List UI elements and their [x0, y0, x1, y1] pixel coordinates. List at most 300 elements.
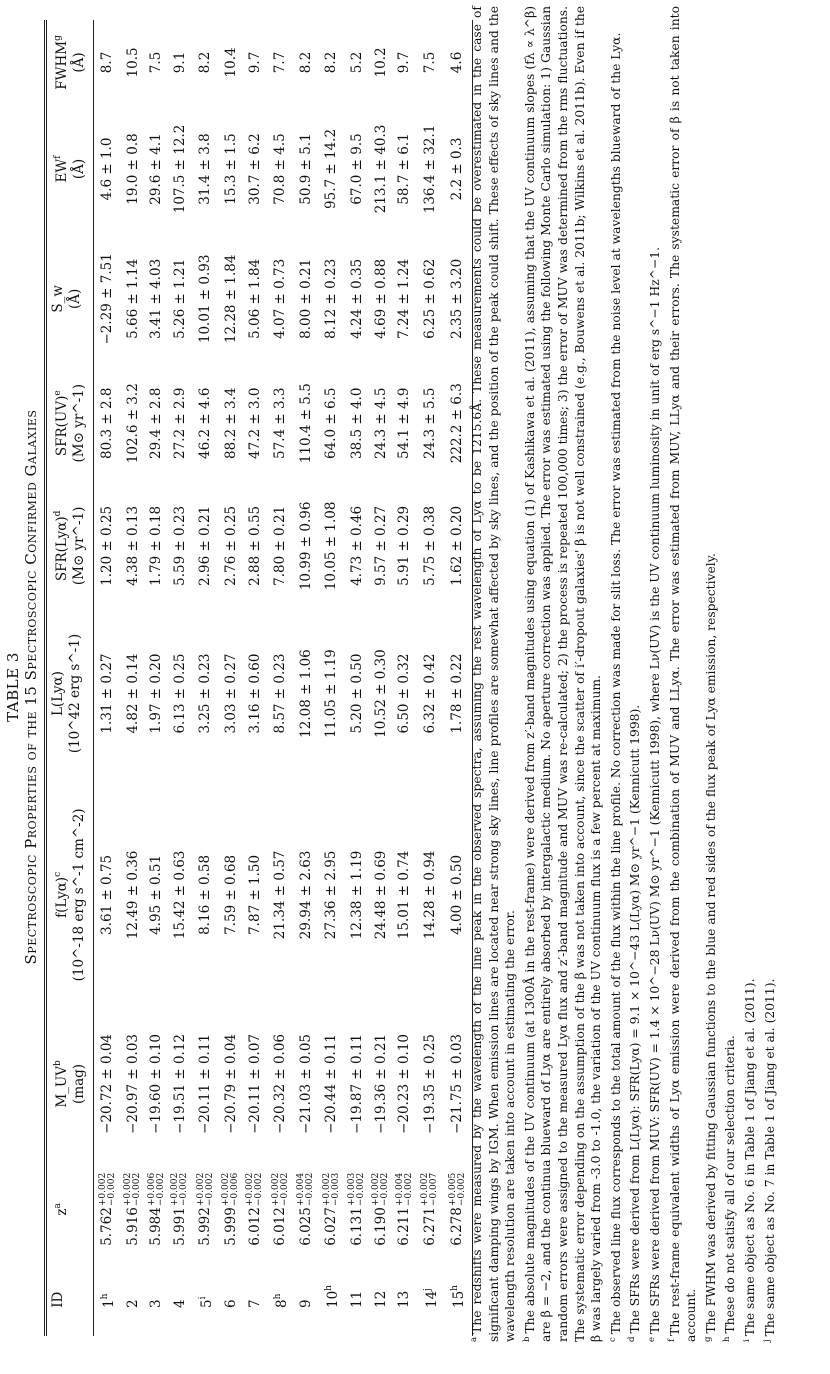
redshift-upper-error: +0.002 — [321, 1172, 332, 1207]
cell-muv: −20.79 ± 0.04 — [222, 1033, 239, 1134]
cell-flya: 7.59 ± 0.68 — [222, 854, 239, 935]
cell-ew: 95.7 ± 14.2 — [323, 128, 340, 209]
redshift-lower-error: −0.006 — [230, 1172, 241, 1207]
footnote-text: The FWHM was derived by fitting Gaussian functions to the blue and red sides of the flux peak of Lyα emission, respectively. — [703, 553, 718, 1334]
cell-llya: 8.57 ± 0.23 — [272, 653, 289, 734]
cell-sw: 5.66 ± 1.14 — [124, 258, 141, 339]
cell-sfr-lya: 5.91 ± 0.29 — [396, 505, 413, 586]
cell-id — [346, 1263, 370, 1336]
redshift-lower-error: −0.002 — [380, 1172, 391, 1207]
cell-sfr-uv: 46.2 ± 4.6 — [197, 387, 214, 459]
cell-fwhm: 9.7 — [396, 51, 413, 74]
cell-id-value: 12 — [372, 1290, 389, 1308]
cell-muv: −20.11 ± 0.07 — [246, 1033, 263, 1134]
footnote-h — [719, 6, 739, 1342]
footnote-mark: j — [761, 1339, 772, 1342]
cell-sfr-lya: 5.75 ± 0.38 — [421, 505, 438, 586]
cell-flya: 27.36 ± 2.95 — [323, 850, 340, 940]
redshift-errors — [323, 1173, 341, 1206]
redshift-upper-error: +0.002 — [270, 1172, 281, 1207]
redshift-errors — [421, 1173, 439, 1206]
cell-sfr-lya: 5.59 ± 0.23 — [171, 505, 188, 586]
footnote-mark: j — [422, 1288, 433, 1291]
cell-flya: 4.00 ± 0.50 — [444, 777, 472, 1013]
cell-sfr-uv: 29.4 ± 2.8 — [148, 387, 165, 459]
cell-flya: 29.94 ± 2.63 — [297, 850, 314, 940]
redshift-errors — [297, 1173, 315, 1206]
column-header — [46, 1263, 94, 1336]
cell-ew: 213.1 ± 40.3 — [372, 124, 389, 214]
cell-sw: 8.00 ± 0.21 — [297, 258, 314, 339]
column-header — [46, 20, 94, 105]
cell-muv: −20.72 ± 0.04 — [99, 1033, 115, 1134]
table-row — [370, 20, 394, 1336]
cell-id — [267, 1263, 295, 1336]
cell-muv: −21.03 ± 0.05 — [297, 1033, 314, 1134]
footnote-g — [700, 6, 720, 1342]
footnote-text: The same object as No. 7 in Table 1 of Jiang et al. (2011). — [762, 978, 777, 1337]
footnote-f — [664, 6, 700, 1342]
redshift-errors — [171, 1173, 189, 1206]
column-header — [46, 233, 94, 365]
footnote-mark: a — [469, 1336, 479, 1342]
redshift-upper-error: +0.002 — [97, 1172, 108, 1207]
cell-sfr-lya: 2.76 ± 0.25 — [222, 505, 239, 586]
footnote-mark: d — [53, 510, 63, 517]
cell-sw: 10.01 ± 0.93 — [197, 254, 214, 344]
footnote-mark: a — [53, 1203, 63, 1209]
column-header-unit: (Å) — [71, 52, 87, 73]
redshift-errors — [197, 1173, 215, 1206]
footnote-text: The rest-frame equivalent widths of Lyα emission were derived from the combination of MUV and LLyα. The error was estimated from MUV, LLyα and their errors. The systematic error of β is not taken into account. — [667, 6, 699, 1342]
cell-redshift — [169, 1155, 193, 1263]
cell-llya: 1.97 ± 0.20 — [148, 653, 165, 734]
redshift-lower-error: −0.002 — [456, 1172, 467, 1207]
cell-id — [220, 1263, 244, 1336]
cell-ew: 30.7 ± 6.2 — [246, 133, 263, 205]
cell-ew: 50.9 ± 5.1 — [297, 133, 314, 205]
cell-sw: 4.24 ± 0.35 — [348, 258, 365, 339]
cell-ew: 136.4 ± 32.1 — [421, 124, 438, 214]
cell-fwhm: 8.2 — [297, 51, 314, 74]
table-row — [417, 20, 445, 1336]
cell-ew: 67.0 ± 9.5 — [348, 133, 365, 205]
cell-sfr-uv: 38.5 ± 4.0 — [348, 387, 365, 459]
cell-id-value: 2 — [124, 1299, 141, 1308]
cell-sw: 8.12 ± 0.23 — [323, 258, 340, 339]
cell-fwhm: 8.7 — [99, 51, 115, 74]
cell-id-value: 6 — [222, 1299, 239, 1308]
footnote-text: The observed line flux corresponds to the total amount of the flux within the line profile. No correction was made for slit loss. The error was estimated from the noise level at wavelengths blueward of the Lyα. — [608, 32, 623, 1335]
table-row — [122, 20, 146, 1336]
cell-id — [192, 1263, 220, 1336]
redshift-errors — [124, 1173, 142, 1206]
footnote-mark: h — [324, 1285, 335, 1291]
cell-sfr-lya: 2.96 ± 0.21 — [197, 505, 214, 586]
footnote-mark: h — [450, 1285, 461, 1291]
redshift-value: 6.271 — [421, 1207, 438, 1246]
footnote-mark: g — [53, 35, 63, 41]
table-label: TABLE 3 — [4, 652, 22, 722]
cell-llya: 5.20 ± 0.50 — [348, 653, 365, 734]
redshift-lower-error: −0.002 — [356, 1172, 367, 1207]
cell-sw: 4.69 ± 0.88 — [372, 258, 389, 339]
cell-redshift — [370, 1155, 394, 1263]
cell-id — [122, 1263, 146, 1336]
cell-sfr-lya: 4.73 ± 0.46 — [348, 505, 365, 586]
cell-llya: 11.05 ± 1.19 — [323, 649, 340, 738]
cell-sfr-lya: 2.88 ± 0.55 — [246, 505, 263, 586]
cell-redshift — [295, 1155, 319, 1263]
table-row — [192, 20, 220, 1336]
cell-llya: 10.52 ± 0.30 — [372, 649, 389, 738]
redshift-lower-error: −0.002 — [204, 1172, 215, 1207]
cell-ew: 70.8 ± 4.5 — [272, 133, 289, 205]
cell-llya: 6.32 ± 0.42 — [421, 653, 438, 734]
cell-redshift — [267, 1155, 295, 1263]
table-title: Spectroscopic Properties of the 15 Spectroscopic Confirmed Galaxies — [22, 409, 40, 965]
footnote-mark: b — [53, 1060, 63, 1066]
redshift-value: 6.012 — [246, 1207, 263, 1246]
redshift-lower-error: −0.002 — [179, 1172, 190, 1207]
redshift-upper-error: +0.002 — [420, 1172, 431, 1207]
footnote-mark: e — [646, 1336, 657, 1342]
cell-ew: 29.6 ± 4.1 — [148, 133, 165, 205]
cell-redshift — [94, 1155, 122, 1263]
column-header-unit: (Å) — [71, 158, 87, 180]
table-body — [94, 20, 473, 1336]
cell-ew: 107.5 ± 12.2 — [171, 124, 188, 214]
column-header-label: SFR(Lyα) — [54, 516, 70, 582]
column-header — [46, 777, 94, 1013]
redshift-errors — [372, 1173, 390, 1206]
cell-sfr-lya: 10.99 ± 0.96 — [297, 501, 314, 591]
redshift-upper-error: +0.003 — [347, 1172, 358, 1207]
redshift-lower-error: −0.002 — [106, 1172, 117, 1207]
column-header-unit: (10^-18 erg s^-1 cm^-2) — [71, 808, 87, 982]
redshift-value: 6.190 — [372, 1207, 389, 1246]
footnote-mark: i — [741, 1339, 752, 1342]
cell-fwhm: 10.2 — [372, 47, 389, 78]
cell-llya: 1.78 ± 0.22 — [444, 610, 472, 777]
cell-sfr-uv: 222.2 ± 6.3 — [444, 365, 472, 482]
redshift-lower-error: −0.002 — [305, 1172, 316, 1207]
cell-id-value: 8 — [274, 1299, 291, 1308]
cell-redshift — [318, 1155, 346, 1263]
footnote-d — [624, 6, 644, 1342]
column-header-unit: (M⊙ yr^-1) — [71, 506, 87, 586]
column-header — [46, 1155, 94, 1263]
column-header-label: M_UV — [54, 1065, 70, 1108]
redshift-value: 5.762 — [99, 1207, 115, 1246]
cell-id — [417, 1263, 445, 1336]
column-header-label: EW — [54, 158, 70, 183]
cell-id-value: 9 — [297, 1299, 314, 1308]
column-header — [46, 105, 94, 233]
cell-sfr-lya: 7.80 ± 0.21 — [272, 505, 289, 586]
cell-flya: 12.49 ± 0.36 — [124, 850, 141, 940]
cell-sfr-uv: 64.0 ± 6.5 — [323, 387, 340, 459]
cell-flya: 15.42 ± 0.63 — [171, 850, 188, 940]
cell-fwhm: 9.7 — [246, 51, 263, 74]
column-header-label: FWHM — [54, 40, 70, 90]
cell-ew: 31.4 ± 3.8 — [197, 133, 214, 205]
cell-flya: 7.87 ± 1.50 — [246, 854, 263, 935]
cell-sfr-lya: 1.62 ± 0.20 — [444, 482, 472, 610]
cell-sfr-uv: 27.2 ± 2.9 — [171, 387, 188, 459]
redshift-lower-error: −0.002 — [132, 1172, 143, 1207]
cell-redshift — [417, 1155, 445, 1263]
redshift-errors — [272, 1173, 290, 1206]
cell-id — [145, 1263, 169, 1336]
redshift-value: 5.991 — [171, 1207, 188, 1246]
footnote-c — [605, 6, 625, 1342]
cell-sfr-lya: 10.05 ± 1.08 — [323, 501, 340, 591]
column-header — [46, 1013, 94, 1156]
redshift-upper-error: +0.002 — [170, 1172, 181, 1207]
cell-llya: 3.16 ± 0.60 — [246, 653, 263, 734]
cell-flya: 14.28 ± 0.94 — [421, 850, 438, 940]
footnote-mark: c — [607, 1337, 618, 1342]
cell-llya: 12.08 ± 1.06 — [297, 649, 314, 738]
cell-id-value: 1 — [101, 1299, 117, 1308]
footnote-mark: h — [100, 1293, 110, 1300]
cell-sfr-uv: 57.4 ± 3.3 — [272, 387, 289, 459]
cell-flya: 21.34 ± 0.57 — [272, 850, 289, 940]
cell-flya: 24.48 ± 0.69 — [372, 850, 389, 940]
cell-muv: −20.44 ± 0.11 — [323, 1033, 340, 1134]
cell-sfr-uv: 80.3 ± 2.8 — [99, 387, 115, 459]
cell-muv: −21.75 ± 0.03 — [444, 1013, 472, 1156]
cell-id — [94, 1263, 122, 1336]
redshift-upper-error: +0.004 — [296, 1172, 307, 1207]
cell-sfr-uv: 24.3 ± 5.5 — [421, 387, 438, 459]
redshift-upper-error: +0.002 — [221, 1172, 232, 1207]
footnote-text: The redshifts were measured by the wavelength of the line peak in the observed spectra, assuming the rest wavelength of Lyα to be 1215.6Å. These measurements could be overestimated in the case of significant damping wings by IGM. When emission lines are located near strong sky lines, line profiles are somewhat affected by sky lines, and the position of the peak could shift. These effects of sky lines and the wavelength resolution are taken into account in estimating the error. — [470, 6, 518, 1342]
cell-fwhm: 4.6 — [444, 20, 472, 105]
redshift-errors — [348, 1173, 366, 1206]
cell-sfr-lya: 1.79 ± 0.18 — [148, 505, 165, 586]
cell-redshift — [393, 1155, 417, 1263]
cell-id — [393, 1263, 417, 1336]
redshift-value: 5.916 — [124, 1207, 141, 1246]
footnote-mark: f — [53, 155, 63, 159]
cell-sw: 6.25 ± 0.62 — [421, 258, 438, 339]
cell-muv: −20.32 ± 0.06 — [272, 1033, 289, 1134]
redshift-upper-error: +0.005 — [447, 1172, 458, 1207]
cell-fwhm: 7.5 — [148, 51, 165, 74]
table-row — [145, 20, 169, 1336]
footnote-mark: c — [53, 871, 63, 877]
table-row — [393, 20, 417, 1336]
cell-redshift — [192, 1155, 220, 1263]
footnote-b — [519, 6, 605, 1342]
cell-sw: −2.29 ± 7.51 — [99, 253, 115, 345]
redshift-errors — [449, 1173, 467, 1206]
cell-ew: 2.2 ± 0.3 — [444, 105, 472, 233]
footnote-text: The SFRs were derived from L(Lyα): SFR(Lyα) = 9.1 × 10^−43 L(Lyα) M⊙ yr^−1 (Kennicutt 1998). — [628, 704, 643, 1334]
cell-fwhm: 10.5 — [124, 47, 141, 78]
cell-ew: 58.7 ± 6.1 — [396, 133, 413, 205]
table-row — [318, 20, 346, 1336]
column-header-unit: (M⊙ yr^-1) — [71, 383, 87, 463]
redshift-errors — [99, 1173, 117, 1206]
footnote-mark: b — [521, 1336, 532, 1342]
footnote-mark: h — [273, 1293, 284, 1300]
footnote-i — [739, 6, 759, 1342]
cell-sw: 5.26 ± 1.21 — [171, 258, 188, 339]
cell-id — [244, 1263, 268, 1336]
column-header-unit: (Å) — [67, 288, 83, 309]
footnote-mark: d — [627, 1336, 638, 1342]
redshift-upper-error: +0.002 — [123, 1172, 134, 1207]
table-row — [267, 20, 295, 1336]
redshift-upper-error: +0.004 — [394, 1172, 405, 1207]
cell-ew: 15.3 ± 1.5 — [222, 133, 239, 205]
cell-sfr-uv: 102.6 ± 3.2 — [124, 383, 141, 464]
column-header-label: SFR(UV) — [54, 395, 70, 457]
footnote-text: These do not satisfy all of our selection criteria. — [723, 1035, 738, 1334]
redshift-errors — [396, 1173, 414, 1206]
cell-fwhm: 7.7 — [272, 51, 289, 74]
cell-llya: 6.50 ± 0.32 — [396, 653, 413, 734]
table-row — [169, 20, 193, 1336]
cell-flya: 15.01 ± 0.74 — [396, 850, 413, 940]
cell-llya: 1.31 ± 0.27 — [99, 653, 115, 734]
redshift-errors — [222, 1173, 240, 1206]
cell-id — [169, 1263, 193, 1336]
redshift-upper-error: +0.002 — [371, 1172, 382, 1207]
cell-fwhm: 7.5 — [421, 51, 438, 74]
cell-fwhm: 8.2 — [197, 51, 214, 74]
footnote-text: The absolute magnitudes of the UV continuum (at 1300Å in the rest-frame) were derived from z′-band magnitudes using equation (1) of Kashikawa et al. (2011), assuming that the UV continuum slopes (fλ ∝ λ^β) are β = −2, and the continua blueward of Lyα are entirely absorbed by intergalactic medium. No aperture correction was applied. The error was estimated using the following Monte Carlo simulation: 1) Gaussian random errors were assigned to the measured Lyα flux and z′-band magnitude and MUV was re-calculated; 2) the process is repeated 100,000 times; 3) the error of MUV was determined from the rms fluctuations. The systematic error depending on the assumption of the β was not taken into account, since the scatter of i′-dropout galaxies' β is not well constrained (e.g., Bouwens et al. 2011b; Wilkins et al. 2011b). Even if the β was largely varied from -3.0 to -1.0, the variation of the UV continuum flux is a few percent at maximum. — [522, 6, 604, 1342]
cell-fwhm: 9.1 — [171, 51, 188, 74]
cell-redshift — [220, 1155, 244, 1263]
redshift-value: 5.984 — [148, 1207, 165, 1246]
cell-fwhm: 5.2 — [348, 51, 365, 74]
cell-muv: −19.35 ± 0.25 — [421, 1033, 438, 1134]
table-caption — [4, 0, 40, 1374]
cell-id-value: 3 — [148, 1299, 165, 1308]
cell-sfr-uv: 47.2 ± 3.0 — [246, 387, 263, 459]
column-header — [46, 610, 94, 777]
cell-redshift — [244, 1155, 268, 1263]
redshift-value: 5.999 — [222, 1207, 239, 1246]
cell-sw: 4.07 ± 0.73 — [272, 258, 289, 339]
table-row — [244, 20, 268, 1336]
cell-redshift — [122, 1155, 146, 1263]
redshift-value: 6.027 — [323, 1207, 340, 1246]
cell-id-value: 15 — [451, 1290, 468, 1308]
cell-llya: 3.25 ± 0.23 — [197, 653, 214, 734]
redshift-value: 6.131 — [348, 1207, 365, 1246]
cell-sw: 7.24 ± 1.24 — [396, 258, 413, 339]
cell-sfr-uv: 110.4 ± 5.5 — [297, 383, 314, 464]
cell-id — [318, 1263, 346, 1336]
column-header — [46, 482, 94, 610]
cell-fwhm: 10.4 — [222, 47, 239, 78]
cell-sfr-lya: 1.20 ± 0.25 — [99, 505, 115, 586]
column-header-unit: (10^42 erg s^-1) — [67, 633, 83, 754]
cell-flya: 4.95 ± 0.51 — [148, 854, 165, 935]
redshift-lower-error: −0.007 — [429, 1172, 440, 1207]
cell-sw: 12.28 ± 1.84 — [222, 254, 239, 344]
cell-sfr-lya: 9.57 ± 0.27 — [372, 505, 389, 586]
cell-id-value: 14 — [423, 1290, 440, 1308]
table-header-row — [46, 20, 94, 1336]
redshift-upper-error: +0.002 — [245, 1172, 256, 1207]
cell-redshift — [346, 1155, 370, 1263]
redshift-upper-error: +0.002 — [195, 1172, 206, 1207]
cell-muv: −20.23 ± 0.10 — [396, 1033, 413, 1134]
footnote-a — [466, 6, 519, 1342]
column-header-label: ID — [50, 1291, 66, 1308]
cell-redshift — [145, 1155, 169, 1263]
footnote-mark: h — [722, 1336, 733, 1342]
cell-id-value: 11 — [348, 1290, 365, 1308]
cell-ew: 19.0 ± 0.8 — [124, 133, 141, 205]
footnote-e — [644, 6, 664, 1342]
cell-flya: 12.38 ± 1.19 — [348, 850, 365, 940]
redshift-errors — [246, 1173, 264, 1206]
cell-ew: 4.6 ± 1.0 — [99, 137, 115, 201]
redshift-lower-error: −0.002 — [254, 1172, 265, 1207]
footnote-mark: i — [198, 1296, 209, 1300]
cell-fwhm: 8.2 — [323, 51, 340, 74]
footnote-mark: g — [702, 1336, 713, 1342]
footnote-text: The same object as No. 6 in Table 1 of Jiang et al. (2011). — [742, 978, 757, 1337]
column-header-label: f(Lyα) — [54, 876, 70, 918]
redshift-lower-error: −0.002 — [279, 1172, 290, 1207]
table-row — [94, 20, 122, 1336]
cell-id-value: 4 — [171, 1299, 188, 1308]
cell-muv: −19.60 ± 0.10 — [148, 1033, 165, 1134]
cell-sfr-lya: 4.38 ± 0.13 — [124, 505, 141, 586]
column-header-label: S_w — [50, 285, 66, 313]
redshift-value: 6.025 — [297, 1207, 314, 1246]
cell-muv: −20.11 ± 0.11 — [197, 1033, 214, 1134]
cell-muv: −19.87 ± 0.11 — [348, 1033, 365, 1134]
redshift-lower-error: −0.002 — [403, 1172, 414, 1207]
cell-llya: 6.13 ± 0.25 — [171, 653, 188, 734]
cell-llya: 3.03 ± 0.27 — [222, 653, 239, 734]
redshift-value: 6.012 — [272, 1207, 289, 1246]
footnote-j — [759, 6, 779, 1342]
table-row — [346, 20, 370, 1336]
footnote-mark: f — [666, 1338, 677, 1342]
cell-muv: −19.36 ± 0.21 — [372, 1033, 389, 1134]
redshift-upper-error: +0.006 — [146, 1172, 157, 1207]
table-row — [220, 20, 244, 1336]
cell-id-value: 10 — [325, 1290, 342, 1308]
spectroscopic-properties-table — [44, 20, 473, 1336]
cell-sw: 3.41 ± 4.03 — [148, 258, 165, 339]
table-row — [295, 20, 319, 1336]
column-header-label: z — [54, 1208, 70, 1216]
cell-sfr-uv: 54.1 ± 4.9 — [396, 387, 413, 459]
redshift-lower-error: −0.003 — [330, 1172, 341, 1207]
cell-sfr-uv: 88.2 ± 3.4 — [222, 387, 239, 459]
cell-muv: −19.51 ± 0.12 — [171, 1033, 188, 1134]
redshift-value: 6.278 — [449, 1207, 466, 1246]
footnote-mark: e — [53, 390, 63, 396]
redshift-value: 5.992 — [197, 1207, 214, 1246]
cell-sw: 5.06 ± 1.84 — [246, 258, 263, 339]
cell-id — [370, 1263, 394, 1336]
cell-muv: −20.97 ± 0.03 — [124, 1033, 141, 1134]
cell-flya: 3.61 ± 0.75 — [99, 854, 115, 935]
cell-id-value: 5 — [199, 1299, 216, 1308]
